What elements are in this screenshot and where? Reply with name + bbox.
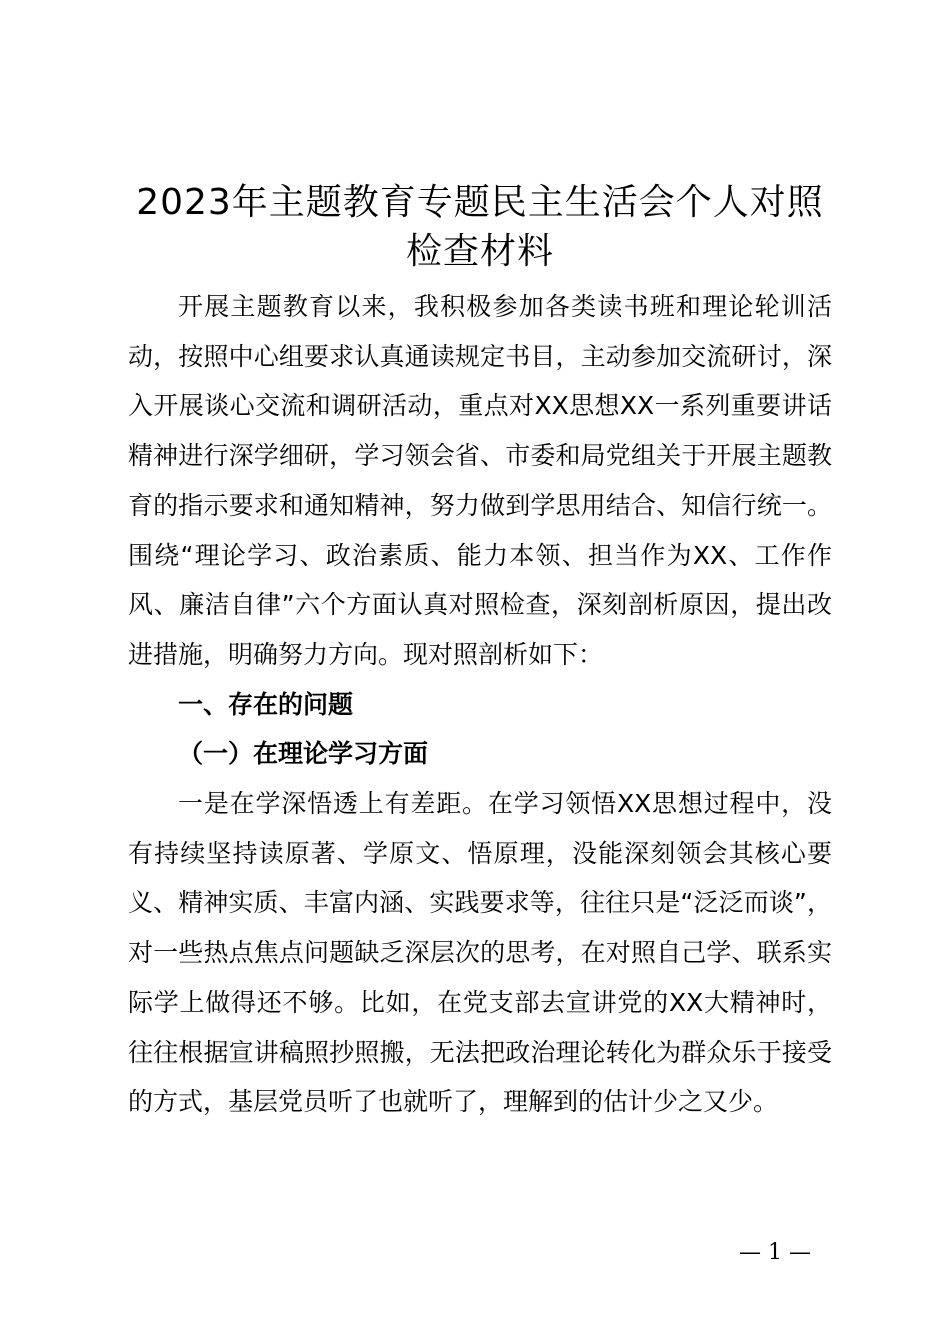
point-paragraph: 一是在学深悟透上有差距。在学习领悟XX思想过程中，没有持续坚持读原著、学原文、悟原理，没能深刻领会其核心要义、精神实质、丰富内涵、实践要求等，往往只是“泛泛而谈”，对一些热点焦点问题缺乏深层次的思考，在对照自己学、联系实际学上做得还不够。比如，在党支部去宣讲党的XX大精神时，往往根据宣讲稿照抄照搬，无法把政治理论转化为群众乐于接受的方式，基层党员听了也就听了，理解到的估计少之又少。	[128, 789, 832, 1117]
document-body	[128, 282, 832, 1127]
document-title: 2023年主题教育专题民主生活会个人对照检查材料	[136, 182, 824, 272]
page-number: — 1 —	[739, 1240, 811, 1265]
section-heading: 一、存在的问题	[178, 689, 354, 719]
subsection-heading: （一）在理论学习方面	[178, 739, 429, 769]
intro-paragraph: 开展主题教育以来，我积极参加各类读书班和理论轮训活动，按照中心组要求认真通读规定书目，主动参加交流研讨，深入开展谈心交流和调研活动，重点对XX思想XX一系列重要讲话精神进行深学细研，学习领会省、市委和局党组关于开展主题教育的指示要求和通知精神，努力做到学思用结合、知信行统一。围绕“理论学习、政治素质、能力本领、担当作为XX、工作作风、廉洁自律”六个方面认真对照检查，深刻剖析原因，提出改进措施，明确努力方向。现对照剖析如下：	[128, 292, 832, 669]
